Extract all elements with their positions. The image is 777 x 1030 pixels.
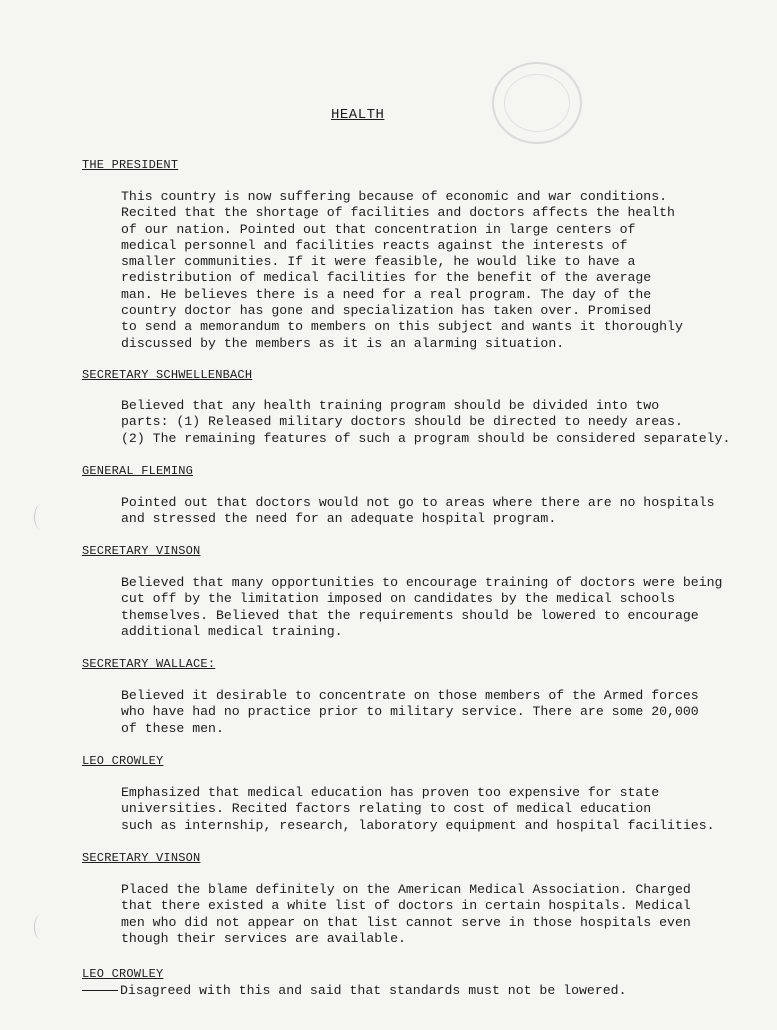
speaker-heading: GENERAL FLEMING <box>82 464 194 478</box>
speaker-heading: THE PRESIDENT <box>82 158 179 172</box>
text-line: additional medical training. <box>121 623 343 639</box>
text-line: though their services are available. <box>121 930 406 946</box>
speaker-heading: SECRETARY VINSON <box>82 851 201 865</box>
speaker-heading: SECRETARY WALLACE: <box>82 657 216 671</box>
text-line: Believed that any health training program should be divided into two <box>121 398 660 413</box>
text-line: smaller communities. If it were feasible, he would like to have a <box>121 254 636 270</box>
archive-stamp <box>492 62 582 144</box>
margin-mark <box>34 504 49 530</box>
text-line: Disagreed with this and said that standards must not be lowered. <box>120 983 627 998</box>
text-line: country doctor has gone and specialization has taken over. Promised <box>121 303 652 319</box>
page-title: HEALTH <box>331 107 385 123</box>
speaker-heading: LEO CROWLEY <box>82 754 164 768</box>
text-line: Believed that many opportunities to encourage training of doctors were being <box>121 575 723 590</box>
margin-mark <box>34 914 49 940</box>
text-line: Recited that the shortage of facilities and doctors affects the health <box>121 205 675 221</box>
statement-paragraph <box>121 688 761 737</box>
text-line: that there existed a white list of doctors in certain hospitals. Medical <box>121 898 691 914</box>
text-line: man. He believes there is a need for a real program. The day of the <box>121 286 652 302</box>
text-line: who have had no practice prior to military service. There are some 20,000 <box>121 704 699 720</box>
text-line: such as internship, research, laboratory equipment and hospital facilities. <box>121 817 715 833</box>
text-line: This country is now suffering because of economic and war conditions. <box>121 189 668 204</box>
text-line: Believed it desirable to concentrate on those members of the Armed forces <box>121 688 699 703</box>
strike-mark <box>82 990 118 991</box>
speaker-heading: SECRETARY SCHWELLENBACH <box>82 368 253 382</box>
closing-statement <box>82 983 626 998</box>
statement-paragraph <box>121 882 761 947</box>
statement-paragraph <box>121 785 761 834</box>
text-line: cut off by the limitation imposed on candidates by the medical schools <box>121 591 675 607</box>
text-line: redistribution of medical facilities for the benefit of the average <box>121 270 652 286</box>
text-line: Emphasized that medical education has proven too expensive for state <box>121 785 660 800</box>
speaker-heading: SECRETARY VINSON <box>82 544 201 558</box>
text-line: to send a memorandum to members on this subject and wants it thoroughly <box>121 319 683 335</box>
text-line: themselves. Believed that the requirements should be lowered to encourage <box>121 607 699 623</box>
text-line: discussed by the members as it is an alarming situation. <box>121 335 565 351</box>
text-line: Pointed out that doctors would not go to areas where there are no hospitals <box>121 495 715 510</box>
text-line: medical personnel and facilities reacts against the interests of <box>121 237 628 253</box>
text-line: Placed the blame definitely on the American Medical Association. Charged <box>121 882 691 897</box>
text-line: (2) The remaining features of such a program should be considered separately. <box>121 430 731 446</box>
text-line: of our nation. Pointed out that concentration in large centers of <box>121 221 636 237</box>
speaker-heading: LEO CROWLEY <box>82 967 164 981</box>
statement-paragraph <box>121 495 761 528</box>
text-line: universities. Recited factors relating to cost of medical education <box>121 801 652 817</box>
text-line: men who did not appear on that list cannot serve in those hospitals even <box>121 914 691 930</box>
text-line: parts: (1) Released military doctors should be directed to needy areas. <box>121 414 683 430</box>
text-line: of these men. <box>121 720 224 736</box>
text-line: and stressed the need for an adequate hospital program. <box>121 511 557 527</box>
statement-paragraph <box>121 575 761 640</box>
statement-paragraph <box>121 398 761 447</box>
statement-paragraph <box>121 189 761 352</box>
